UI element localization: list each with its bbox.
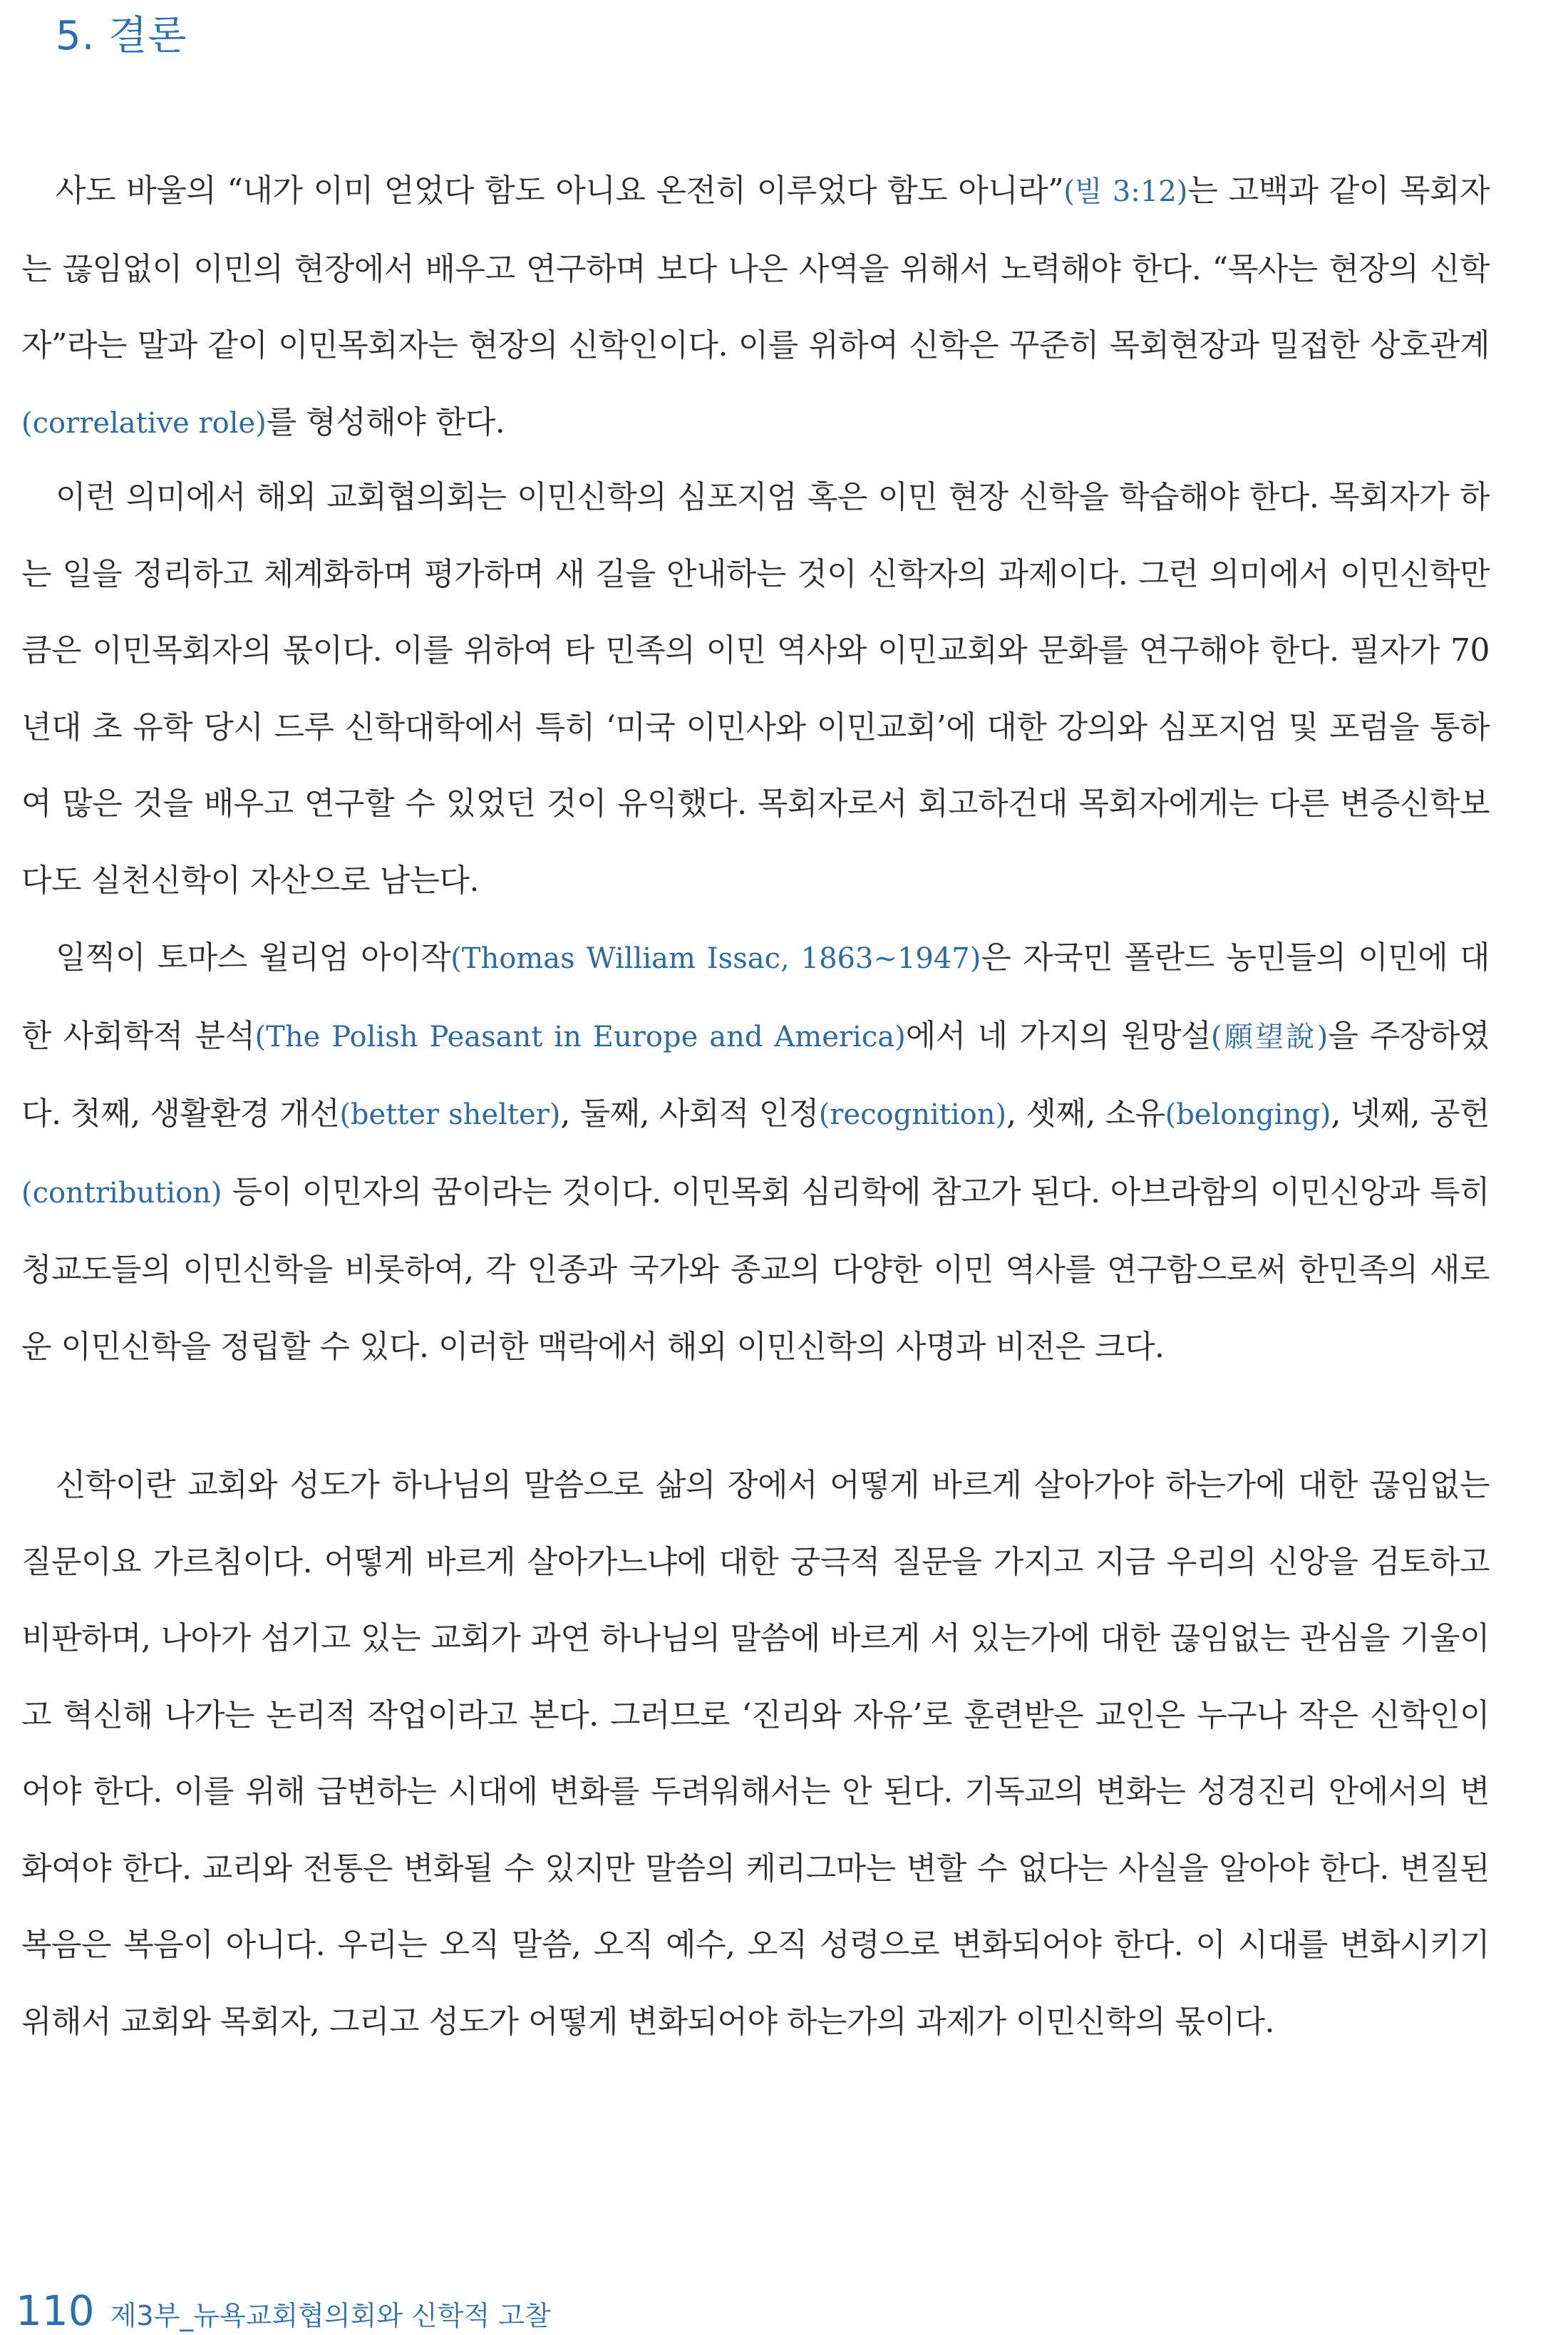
- paragraph-1-text-3: 를 형성해야 한다.: [266, 403, 505, 440]
- paragraph-2-text: 이런 의미에서 해외 교회협의회는 이민신학의 심포지엄 혹은 이민 현장 신학을 학습해야 한다. 목회자가 하는 일을 정리하고 체계화하며 평가하며 새 길을 안내하는 것이 신학자의 과제이다. 그런 의미에서 이민신학만큼은 이민목회자의 몫이다. 이를 위하여 타 민족의 이민 역사와 이민교회와 문화를 연구해야 한다. 필자가 70년대 초 유학 당시 드루 신학대학에서 특히 ‘미국 이민사와 이민교회’에 대한 강의와 심포지엄 및 포럼을 통하여 많은 것을 배우고 연구할 수 있었던 것이 유익했다. 목회자로서 회고하건대 목회자에게는 다른 변증신학보다도 실천신학이 자산으로 남는다.: [21, 479, 1490, 899]
- scripture-reference: (빌 3:12): [1063, 175, 1188, 208]
- paragraph-1-text-2: 는 고백과 같이 목회자는 끊임없이 이민의 현장에서 배우고 연구하며 보다 나은 사역을 위해서 노력해야 한다. “목사는 현장의 신학자”라는 말과 같이 이민목회자는 현장의 신학인이다. 이를 위하여 신학은 꾸준히 목회현장과 밀접한 상호관계: [21, 172, 1490, 364]
- paragraph-4: [21, 1447, 1490, 2060]
- english-term: (recognition): [818, 1098, 1007, 1131]
- paragraph-1-text-1: 사도 바울의 “내가 이미 얻었다 함도 아니요 온전히 이루었다 함도 아니라”: [56, 172, 1064, 209]
- page-number: 110: [16, 2287, 95, 2335]
- paragraph-3-text-4: 을 주장하였다. 첫째, 생활환경 개선: [21, 1017, 1490, 1132]
- paragraph-3-text-7: , 넷째, 공헌: [1331, 1096, 1490, 1132]
- paragraph-3-text-2: 은 자국민 폴란드 농민들의 이민에 대한 사회학적 분석: [21, 939, 1490, 1054]
- english-term: (better shelter): [339, 1098, 561, 1131]
- page-footer: [16, 2287, 551, 2335]
- section-title: 5. 결론: [56, 13, 187, 59]
- english-term: (correlative role): [21, 406, 267, 440]
- paragraph-4-text: 신학이란 교회와 성도가 하나님의 말씀으로 삶의 장에서 어떻게 바르게 살아가야 하는가에 대한 끊임없는 질문이요 가르침이다. 어떻게 바르게 살아가느냐에 대한 궁극적 질문을 가지고 지금 우리의 신앙을 검토하고 비판하며, 나아가 섬기고 있는 교회가 과연 하나님의 말씀에 바르게 서 있는가에 대한 끊임없는 관심을 기울이고 혁신해 나가는 논리적 작업이라고 본다. 그러므로 ‘진리와 자유’로 훈련받은 교인은 누구나 작은 신학인이어야 한다. 이를 위해 급변하는 시대에 변화를 두려워해서는 안 된다. 기독교의 변화는 성경진리 안에서의 변화여야 한다. 교리와 전통은 변화될 수 있지만 말씀의 케리그마는 변할 수 없다는 사실을 알아야 한다. 변질된 복음은 복음이 아니다. 우리는 오직 말씀, 오직 예수, 오직 성령으로 변화되어야 한다. 이 시대를 변화시키기 위해서 교회와 목회자, 그리고 성도가 어떻게 변화되어야 하는가의 과제가 이민신학의 몫이다.: [21, 1467, 1490, 2040]
- paragraph-2: [21, 459, 1490, 919]
- paragraph-3-text-5: , 둘째, 사회적 인정: [560, 1096, 819, 1132]
- hanja-term: (願望說): [1210, 1020, 1329, 1053]
- paragraph-3-text-3: 에서 네 가지의 원망설: [905, 1017, 1211, 1054]
- english-term: (The Polish Peasant in Europe and America): [254, 1020, 906, 1053]
- paragraph-1: [21, 153, 1490, 462]
- paragraph-3-text-1: 일찍이 토마스 윌리엄 아이작: [56, 939, 451, 976]
- paragraph-3: [21, 919, 1490, 1385]
- running-head: 제3부_뉴욕교회협의회와 신학적 고찰: [110, 2300, 551, 2331]
- english-term: (Thomas William Issac, 1863~1947): [450, 942, 981, 975]
- english-term: (contribution): [21, 1176, 222, 1210]
- paragraph-3-text-8: 등이 이민자의 꿈이라는 것이다. 이민목회 심리학에 참고가 된다. 아브라함의 이민신앙과 특히 청교도들의 이민신학을 비롯하여, 각 인종과 국가와 종교의 다양한 이민 역사를 연구함으로써 한민족의 새로운 이민신학을 정립할 수 있다. 이러한 맥락에서 해외 이민신학의 사명과 비전은 크다.: [21, 1173, 1490, 1365]
- paragraph-3-text-6: , 셋째, 소유: [1006, 1096, 1165, 1132]
- english-term: (belonging): [1165, 1098, 1331, 1131]
